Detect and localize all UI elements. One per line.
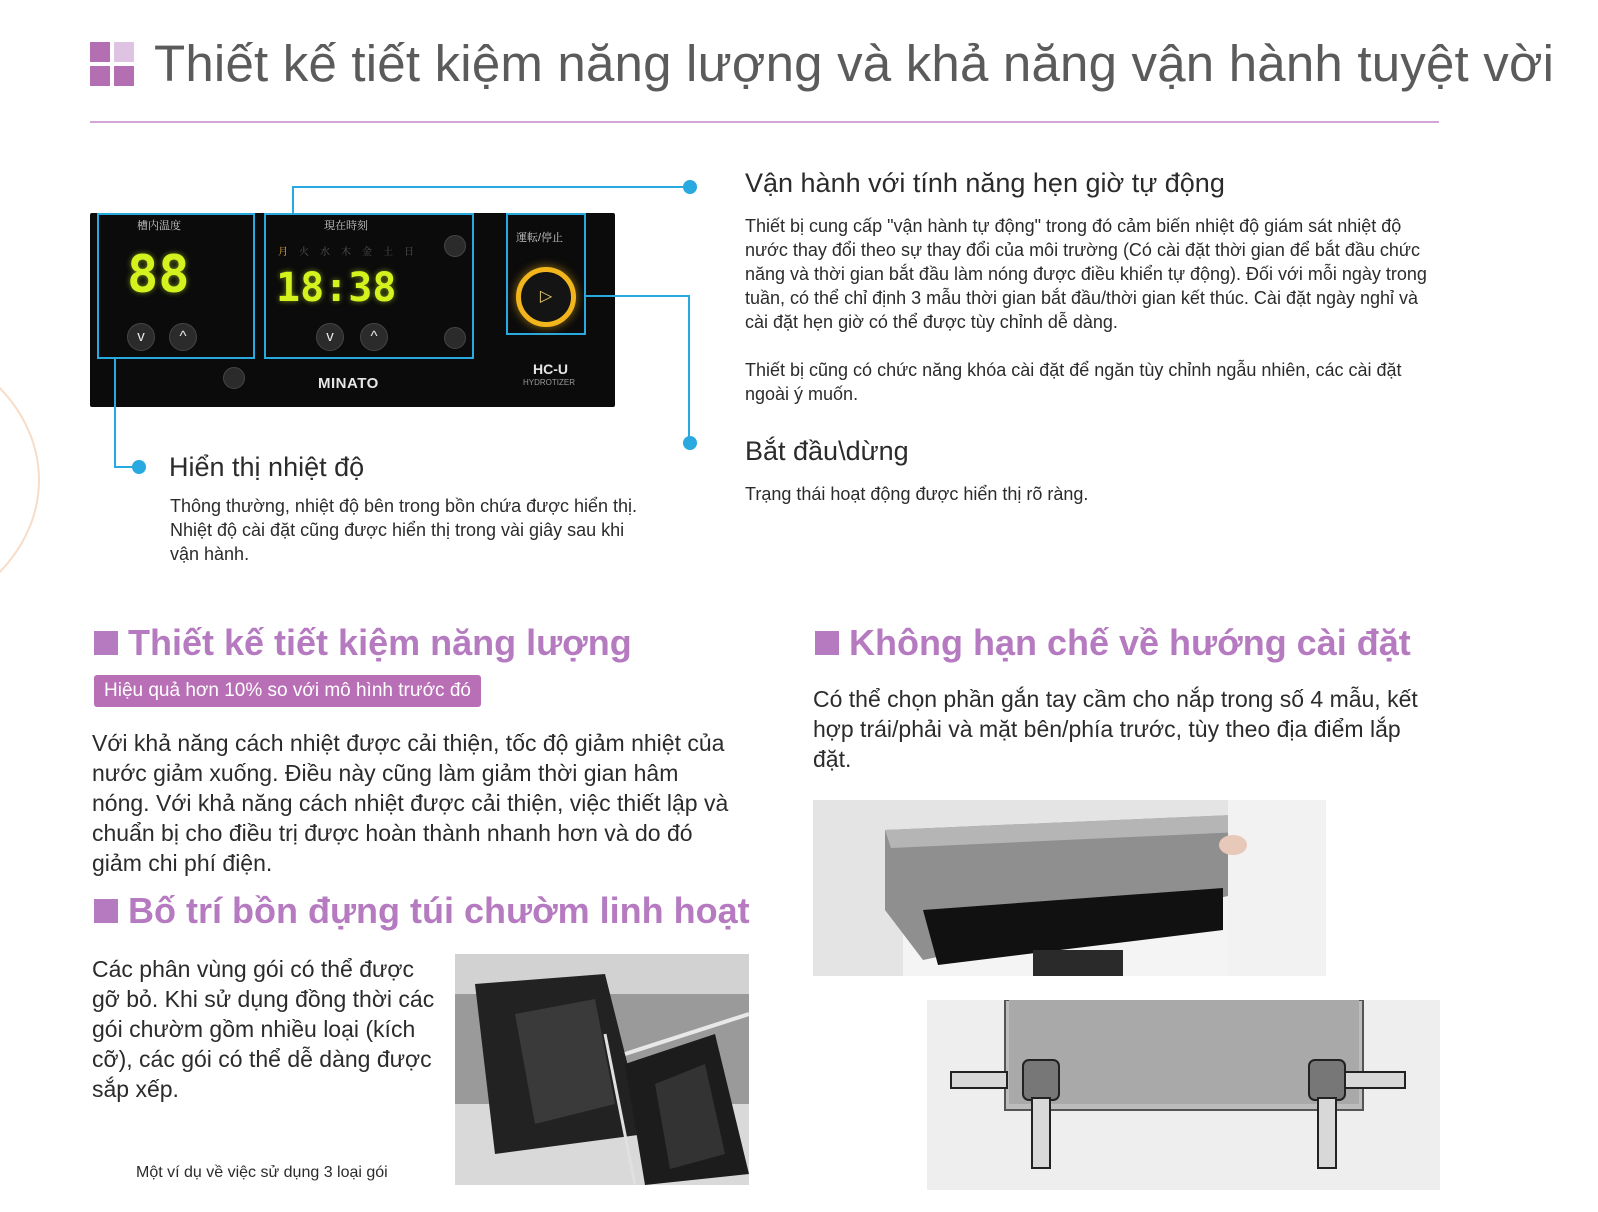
lid-handle-photo — [813, 800, 1326, 976]
settings-button — [223, 367, 245, 389]
page-title: Thiết kế tiết kiệm năng lượng và khả năng vận hành tuyệt vời — [154, 35, 1555, 92]
temp-down-button: v — [127, 323, 155, 351]
clock-readout: 18:38 — [276, 265, 397, 311]
auto-timer-heading: Vận hành với tính năng hẹn giờ tự động — [745, 168, 1225, 198]
day-mon: 月 — [278, 247, 288, 258]
timer-callout-line — [292, 186, 294, 215]
temperature-text: Thông thường, nhiệt độ bên trong bồn chứa được hiển thị. Nhiệt độ cài đặt cũng được hiển thị trong vài giây sau khi vận hành. — [170, 496, 638, 564]
model-name: HC-U — [533, 361, 568, 377]
temp-up-button: ^ — [169, 323, 197, 351]
timer-callout-line — [292, 186, 690, 188]
day-wed: 水 — [320, 247, 330, 258]
square-bullet-icon — [94, 899, 118, 923]
title-divider — [90, 121, 1439, 123]
energy-section-heading — [94, 622, 632, 664]
start-callout-line — [584, 295, 690, 297]
energy-text: Với khả năng cách nhiệt được cải thiện, tốc độ giảm nhiệt của nước giảm xuống. Điều này cũng làm giảm thời gian hâm nóng. Với khả năng cách nhiệt được cải thiện, việc thiết lập và chuẩn bị cho điều trị được hoàn thành nhanh hơn và do đó giảm chi phí điện. — [92, 730, 729, 876]
handle-diagram — [927, 1000, 1440, 1190]
pack-tank-photo — [455, 954, 749, 1185]
install-section-heading — [815, 622, 1411, 664]
layout-section-title: Bố trí bồn đựng túi chườm linh hoạt — [128, 890, 750, 931]
time-down-button: v — [316, 323, 344, 351]
temperature-label: 槽内温度 — [137, 220, 181, 232]
timer-callout-dot — [683, 180, 697, 194]
weekday-set-button — [444, 235, 466, 257]
auto-timer-text: Thiết bị cung cấp "vận hành tự động" trong đó cảm biến nhiệt độ giám sát nhiệt độ nước thay đổi theo sự thay đổi của môi trường (Có cài đặt thời gian để bắt đầu chức năng và thời gian bắt đầu làm nóng được điều khiển tự động). Đối với mỗi ngày trong tuần, có thể chỉ định 3 mẫu thời gian bắt đầu/thời gian kết thúc. Cài đặt ngày nghỉ và cài đặt hẹn giờ có thể được tùy chỉnh dễ dàng. — [745, 216, 1427, 332]
start-callout-line — [688, 295, 690, 442]
brand-logo: MINATO — [318, 375, 379, 392]
install-text: Có thể chọn phần gắn tay cầm cho nắp trong số 4 mẫu, kết hợp trái/phải và mặt bên/phía trước, tùy theo địa điểm lắp đặt. — [813, 686, 1418, 772]
power-icon: ▷ — [539, 288, 553, 305]
weekday-indicators — [278, 243, 414, 258]
start-stop-button — [516, 267, 576, 327]
model-subtitle: HYDROTIZER — [523, 378, 575, 387]
clock-display-box — [264, 213, 474, 359]
time-up-button: ^ — [360, 323, 388, 351]
square-bullet-icon — [94, 631, 118, 655]
energy-section-title: Thiết kế tiết kiệm năng lượng — [128, 622, 632, 663]
title-squares-icon — [90, 42, 134, 86]
start-stop-text: Trạng thái hoạt động được hiển thị rõ ràng. — [745, 484, 1089, 504]
temperature-readout: 88 — [127, 245, 190, 305]
start-stop-box — [506, 213, 586, 335]
temperature-display-box — [97, 213, 255, 359]
install-section-title: Không hạn chế về hướng cài đặt — [849, 622, 1411, 663]
mode-button — [444, 327, 466, 349]
decorative-arc — [0, 330, 40, 630]
square-bullet-icon — [815, 631, 839, 655]
auto-timer-lock-text: Thiết bị cũng có chức năng khóa cài đặt để ngăn tùy chỉnh ngẫu nhiên, các cài đặt ngoài ý muốn. — [745, 360, 1402, 404]
layout-section-heading — [94, 890, 750, 932]
efficiency-badge: Hiệu quả hơn 10% so với mô hình trước đó — [94, 675, 481, 707]
start-callout-dot — [683, 436, 697, 450]
start-stop-heading: Bắt đầu\dừng — [745, 436, 909, 466]
layout-text: Các phân vùng gói có thể được gỡ bỏ. Khi sử dụng đồng thời các gói chườm gồm nhiều loại (kích cỡ), các gói có thể dễ dàng được sắp xếp. — [92, 956, 435, 1102]
day-fri: 金 — [362, 247, 372, 258]
temp-callout-dot — [132, 460, 146, 474]
day-tue: 火 — [299, 247, 309, 258]
start-stop-label: 運転/停止 — [516, 232, 564, 244]
control-panel-image — [90, 213, 615, 407]
temperature-heading: Hiển thị nhiệt độ — [169, 452, 365, 482]
page-header — [90, 34, 1554, 93]
temp-callout-line — [114, 358, 116, 468]
photo-caption: Một ví dụ về việc sử dụng 3 loại gói — [136, 1164, 388, 1181]
clock-label: 現在時刻 — [324, 220, 368, 232]
day-sat: 土 — [383, 247, 393, 258]
day-sun: 日 — [404, 247, 414, 258]
day-thu: 木 — [341, 247, 351, 258]
